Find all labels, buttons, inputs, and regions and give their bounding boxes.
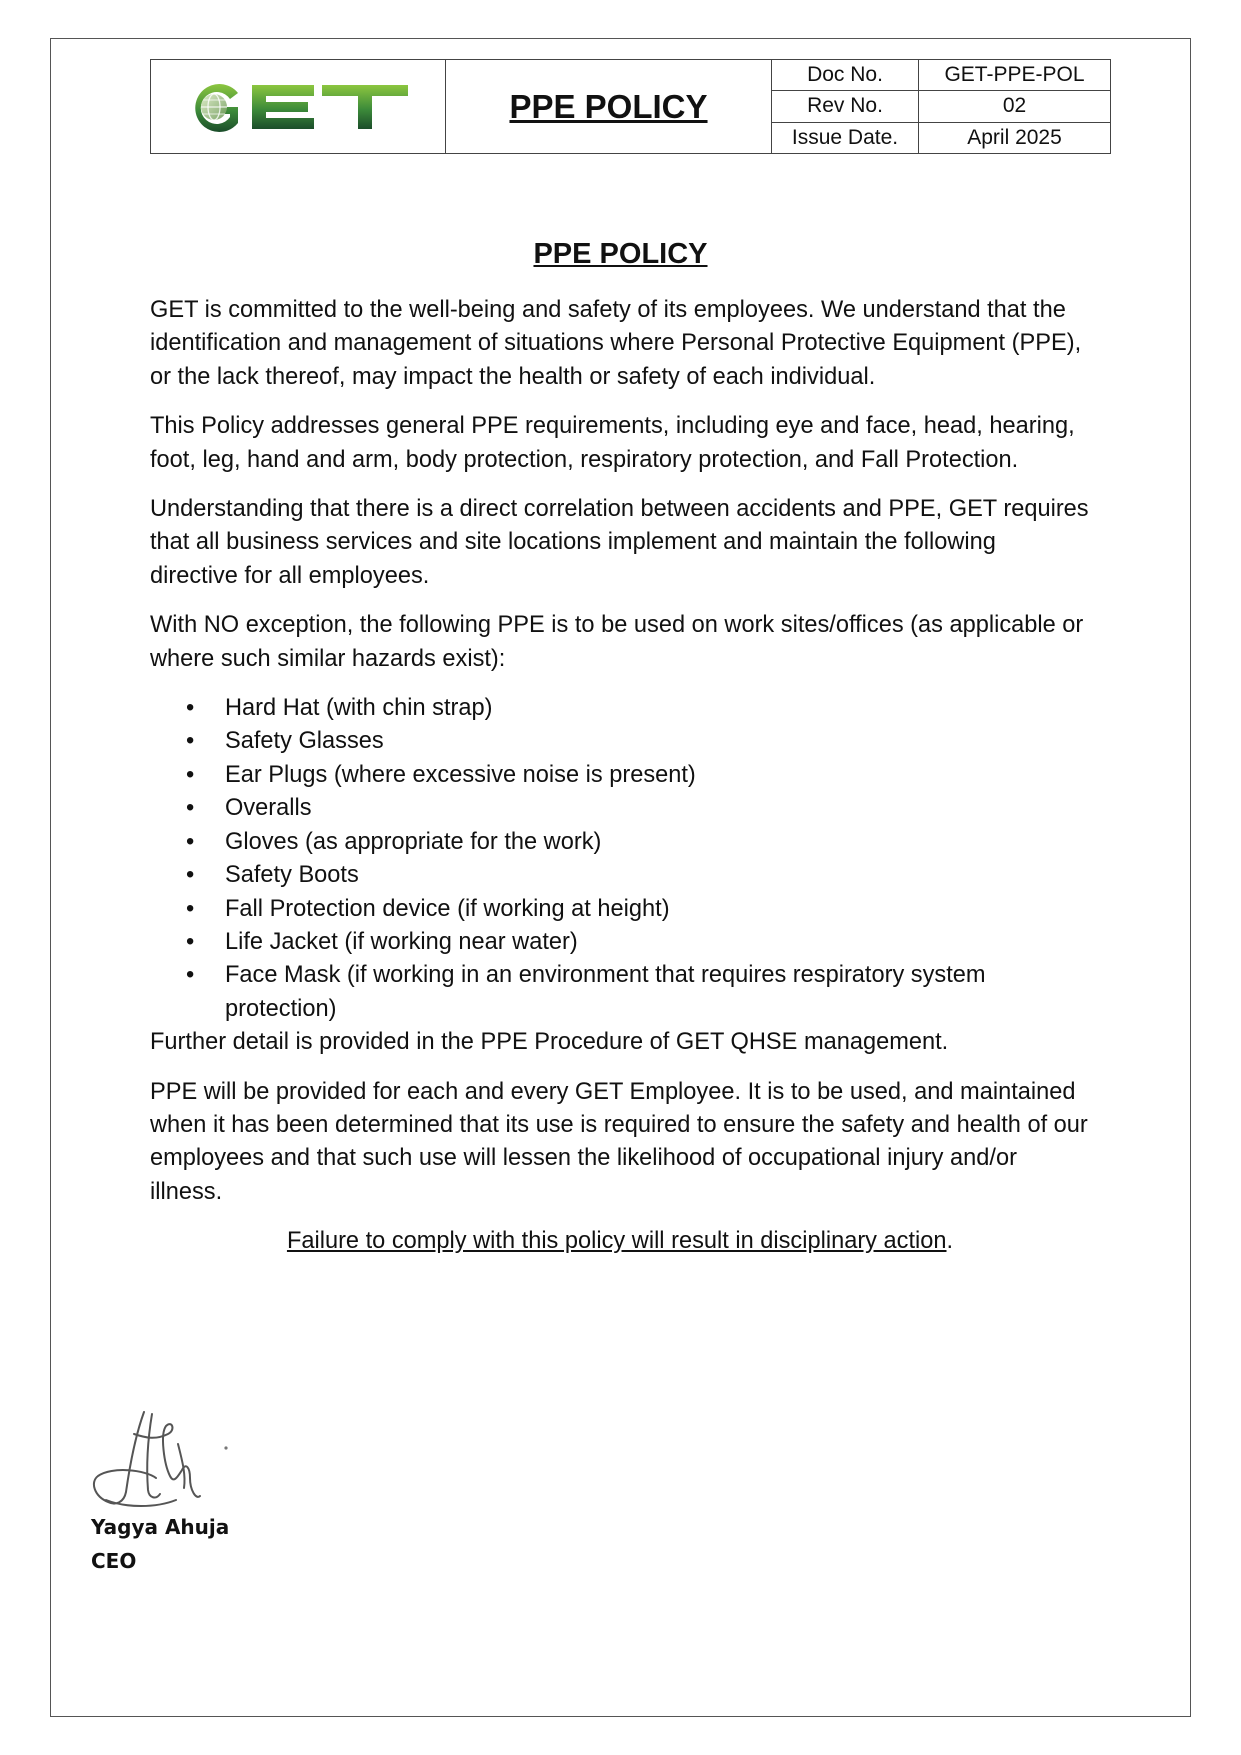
list-item: • Safety Glasses bbox=[150, 725, 1090, 758]
list-item: • Hard Hat (with chin strap) bbox=[150, 692, 1090, 725]
header-title: PPE POLICY bbox=[446, 60, 772, 153]
signatory-name: Yagya Ahuja bbox=[91, 1515, 230, 1539]
paragraph-directive: Understanding that there is a direct correlation between accidents and PPE, GET requires that all business services and site locations implement and maintain the following directive for all employees. bbox=[150, 496, 1089, 589]
meta-value: April 2025 bbox=[967, 125, 1062, 149]
meta-value: 02 bbox=[1002, 94, 1027, 118]
warning-period: . bbox=[946, 1228, 954, 1255]
warning-text: Failure to comply with this policy will result in disciplinary action bbox=[286, 1228, 947, 1255]
meta-label: Rev No. bbox=[772, 91, 919, 121]
paragraph-commitment: GET is committed to the well-being and safety of its employees. We understand that the identification and management of situations where Personal Protective Equipment (PPE), or the lack thereof, may impact the health or safety of each individual. bbox=[150, 297, 1082, 390]
ppe-list bbox=[150, 692, 1090, 1026]
signature-image bbox=[86, 1404, 236, 1512]
paragraph-scope: This Policy addresses general PPE requirements, including eye and face, head, hearing, foot, leg, hand and arm, body protection, respiratory protection, and Fall Protection. bbox=[150, 413, 1075, 473]
meta-label: Doc No. bbox=[772, 60, 919, 90]
warning-line bbox=[150, 1225, 1090, 1258]
company-logo bbox=[186, 79, 411, 135]
list-item: • Ear Plugs (where excessive noise is present) bbox=[150, 759, 1090, 792]
meta-row-issue-date bbox=[772, 123, 1110, 153]
paragraph-requirement: With NO exception, the following PPE is to be used on work sites/offices (as applicable or where such similar hazards exist): bbox=[150, 612, 1084, 672]
list-item: • Overalls bbox=[150, 792, 1090, 825]
meta-label: Issue Date. bbox=[772, 123, 919, 153]
list-item: • Gloves (as appropriate for the work) bbox=[150, 826, 1090, 859]
meta-row-rev-no bbox=[772, 91, 1110, 122]
signatory-role: CEO bbox=[91, 1549, 137, 1573]
list-item: • Fall Protection device (if working at height) bbox=[150, 893, 1090, 926]
document-title: PPE POLICY bbox=[533, 238, 708, 270]
paragraph-further-detail: Further detail is provided in the PPE Procedure of GET QHSE management. bbox=[150, 1029, 949, 1056]
document-header bbox=[150, 59, 1111, 154]
document-meta-table bbox=[772, 60, 1110, 153]
meta-value: GET-PPE-POL bbox=[944, 63, 1085, 87]
meta-row-doc-no bbox=[772, 60, 1110, 91]
list-item: • Face Mask (if working in an environment that requires respiratory system protection) bbox=[150, 959, 1090, 1026]
policy-body bbox=[150, 294, 1090, 1275]
company-logo-cell bbox=[151, 60, 446, 153]
paragraph-provision: PPE will be provided for each and every GET Employee. It is to be used, and maintained when it has been determined that its use is required to ensure the safety and health of our employees and that such use will lessen the likelihood of occupational injury and/or illness. bbox=[150, 1078, 1088, 1205]
list-item: • Life Jacket (if working near water) bbox=[150, 926, 1090, 959]
list-item: • Safety Boots bbox=[150, 859, 1090, 892]
